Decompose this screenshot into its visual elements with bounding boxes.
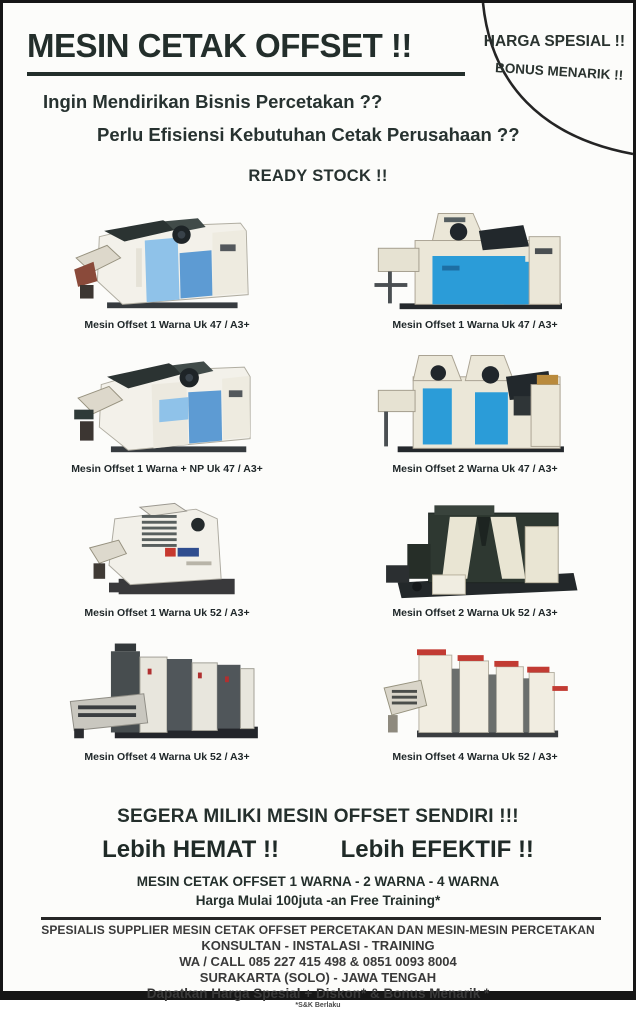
product-caption-3: Mesin Offset 1 Warna + NP Uk 47 / A3+: [71, 463, 263, 475]
footer: [3, 923, 633, 1009]
product-card-2: [321, 193, 629, 337]
special-price-badge: HARGA SPESIAL !!: [483, 33, 625, 50]
offset-machine-1-warna-np-icon: [49, 342, 285, 458]
footer-specialist-line: SPESIALIS SUPPLIER MESIN CETAK OFFSET PERCETAKAN DAN MESIN-MESIN PERCETAKAN: [41, 923, 595, 937]
cta-hemat: Lebih HEMAT !!: [102, 836, 279, 863]
product-card-6: [321, 481, 629, 625]
product-caption-2: Mesin Offset 1 Warna Uk 47 / A3+: [392, 319, 558, 331]
offset-machine-1-warna-47-icon: [49, 198, 285, 314]
product-grid: [13, 193, 629, 769]
cta-benefits: [3, 836, 633, 864]
offset-machine-2-warna-52-icon: [357, 486, 593, 602]
product-caption-6: Mesin Offset 2 Warna Uk 52 / A3+: [392, 607, 558, 619]
cta-price-line: Harga Mulai 100juta -an Free Training*: [195, 893, 441, 908]
question-line-2: Perlu Efisiensi Kebutuhan Cetak Perusahaan ??: [97, 124, 520, 145]
product-caption-4: Mesin Offset 2 Warna Uk 47 / A3+: [392, 463, 558, 475]
product-caption-5: Mesin Offset 1 Warna Uk 52 / A3+: [84, 607, 250, 619]
product-caption-1: Mesin Offset 1 Warna Uk 47 / A3+: [84, 319, 250, 331]
page-title: MESIN CETAK OFFSET !!: [27, 27, 412, 64]
bonus-badge: BONUS MENARIK !!: [494, 60, 624, 83]
cta-heading: SEGERA MILIKI MESIN OFFSET SENDIRI !!!: [117, 806, 519, 827]
product-caption-7: Mesin Offset 4 Warna Uk 52 / A3+: [84, 751, 250, 763]
product-card-4: [321, 337, 629, 481]
footer-services-line: KONSULTAN - INSTALASI - TRAINING: [201, 938, 435, 953]
product-card-8: [321, 625, 629, 769]
offset-machine-4-warna-52b-icon: [357, 630, 593, 746]
footer-promo-line: Dapatkan Harga Spesial + Diskon* & Bonus Menarik *: [146, 986, 490, 1001]
product-card-3: [13, 337, 321, 481]
offset-machine-4-warna-52-icon: [49, 630, 285, 746]
title-underline: [27, 72, 465, 76]
product-card-5: [13, 481, 321, 625]
ready-stock-heading: READY STOCK !!: [248, 167, 388, 185]
question-line-1: Ingin Mendirikan Bisnis Percetakan ??: [43, 91, 383, 112]
footer-divider: [41, 917, 601, 920]
offset-machine-1-warna-47b-icon: [357, 198, 593, 314]
product-card-7: [13, 625, 321, 769]
cta-warna-line: MESIN CETAK OFFSET 1 WARNA - 2 WARNA - 4 WARNA: [136, 874, 500, 889]
product-caption-8: Mesin Offset 4 Warna Uk 52 / A3+: [392, 751, 558, 763]
offset-machine-2-warna-47-icon: [357, 342, 593, 458]
footer-terms-line: *S&K Berlaku: [295, 1002, 341, 1009]
footer-phone-line: WA / CALL 085 227 415 498 & 0851 0093 8004: [179, 954, 457, 969]
offset-machine-1-warna-52-icon: [49, 486, 285, 602]
product-card-1: [13, 193, 321, 337]
footer-location-line: SURAKARTA (SOLO) - JAWA TENGAH: [199, 970, 437, 985]
cta-efektif: Lebih EFEKTIF !!: [340, 836, 534, 863]
